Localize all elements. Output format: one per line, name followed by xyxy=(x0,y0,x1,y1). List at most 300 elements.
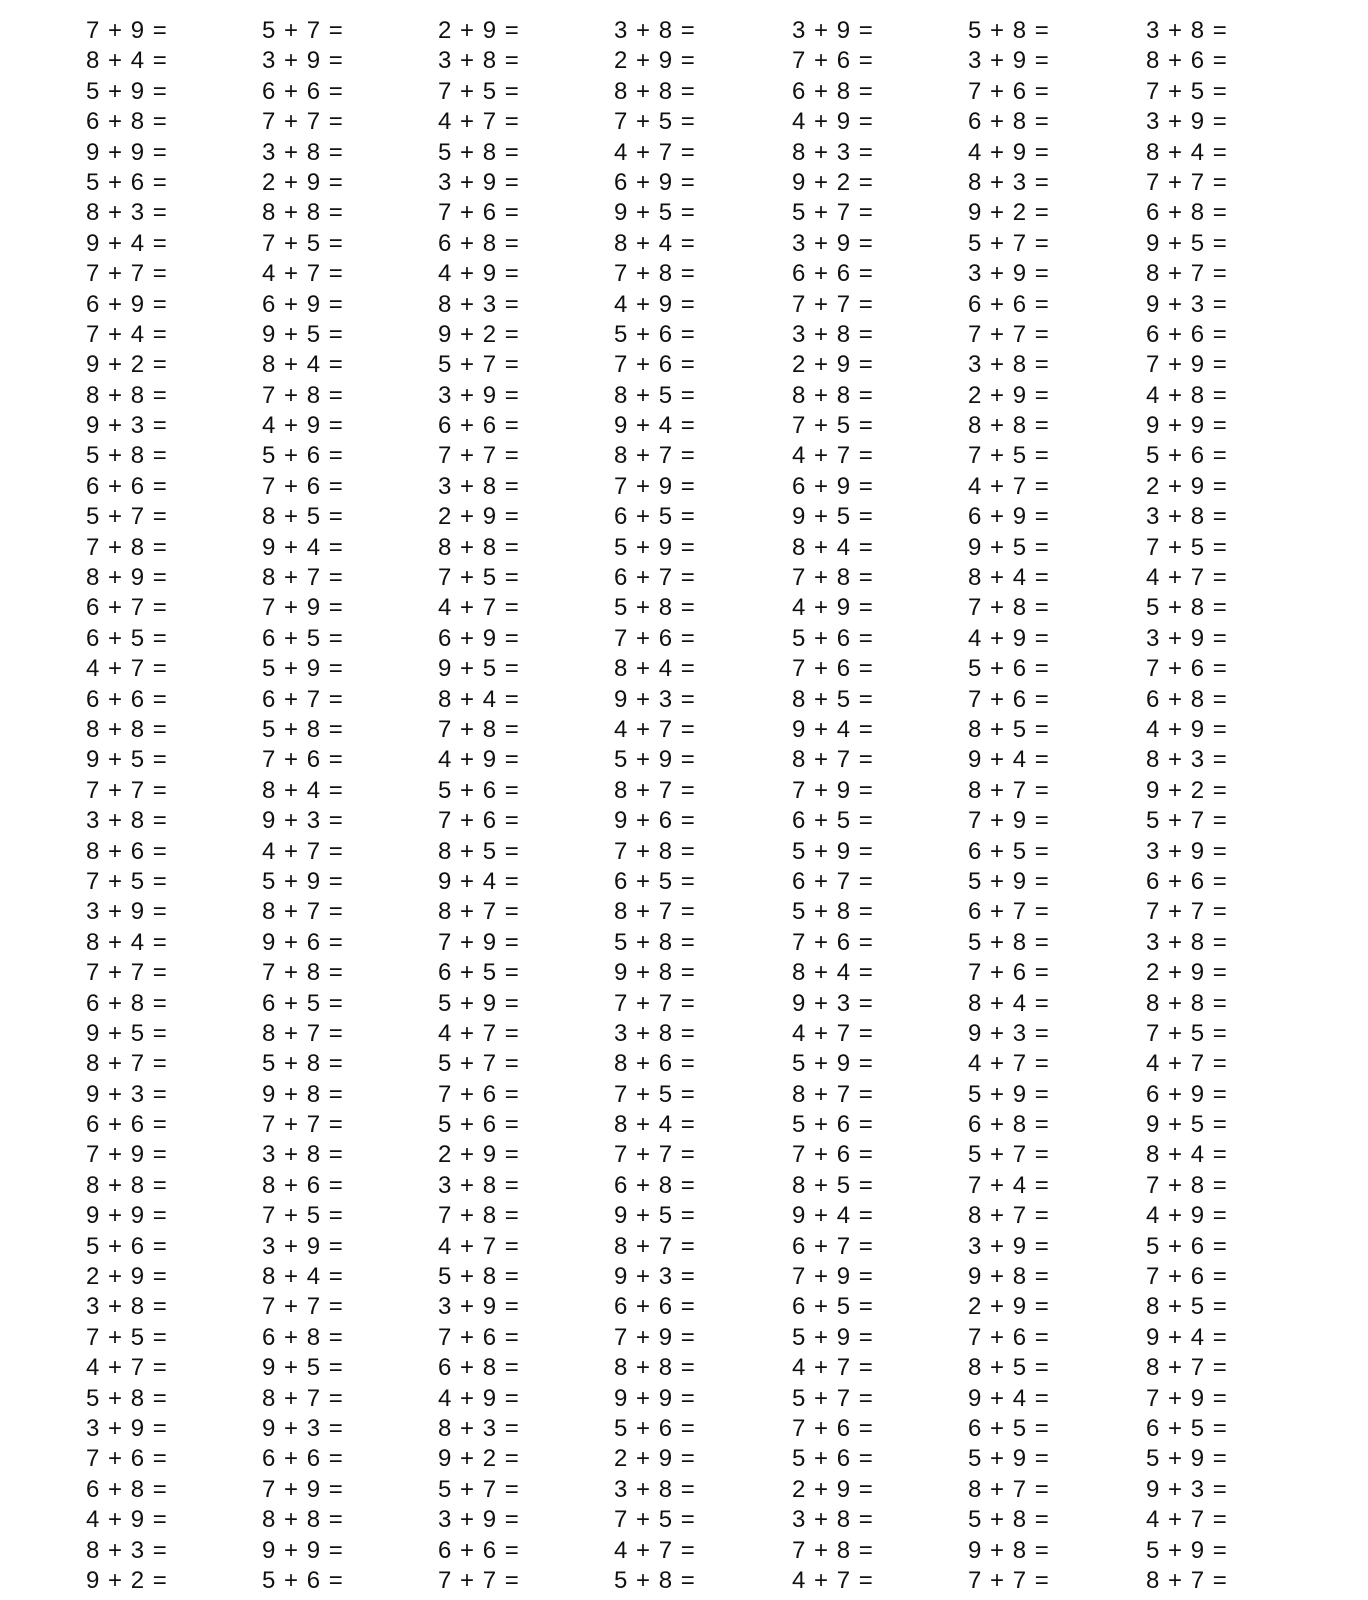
addition-problem: 6 + 8 = xyxy=(262,1323,344,1351)
addition-problem: 3 + 8 = xyxy=(614,1019,696,1047)
addition-problem: 7 + 9 = xyxy=(86,17,168,44)
addition-problem: 6 + 8 = xyxy=(438,229,520,257)
addition-problem: 4 + 9 = xyxy=(1146,1202,1228,1230)
addition-problem: 7 + 9 = xyxy=(614,472,696,500)
addition-problem: 7 + 6 = xyxy=(614,624,696,652)
addition-problem: 9 + 3 = xyxy=(968,1019,1050,1047)
addition-problem: 2 + 9 = xyxy=(1146,959,1228,987)
addition-problem: 3 + 9 = xyxy=(792,229,874,257)
addition-problem: 5 + 8 = xyxy=(968,17,1050,44)
addition-problem: 6 + 9 = xyxy=(792,472,874,500)
addition-problem: 5 + 6 = xyxy=(614,320,696,348)
addition-problem: 3 + 9 = xyxy=(968,47,1050,75)
addition-problem: 9 + 3 = xyxy=(86,1080,168,1108)
addition-problem: 6 + 6 = xyxy=(86,1111,168,1139)
addition-problem: 6 + 8 = xyxy=(86,108,168,136)
addition-problem: 7 + 6 = xyxy=(438,1080,520,1108)
addition-problem: 7 + 5 = xyxy=(1146,533,1228,561)
addition-problem: 3 + 9 = xyxy=(438,381,520,409)
addition-problem: 7 + 8 = xyxy=(792,1536,874,1564)
addition-problem: 5 + 6 = xyxy=(968,655,1050,683)
addition-problem: 6 + 9 = xyxy=(438,624,520,652)
addition-problem: 3 + 8 = xyxy=(1146,928,1228,956)
addition-problem: 7 + 5 = xyxy=(438,564,520,592)
addition-problem: 5 + 6 = xyxy=(438,776,520,804)
addition-problem: 8 + 4 = xyxy=(792,533,874,561)
addition-problem: 7 + 8 = xyxy=(438,1202,520,1230)
addition-problem: 9 + 2 = xyxy=(438,320,520,348)
addition-problem: 7 + 6 = xyxy=(262,746,344,774)
addition-problem: 6 + 5 = xyxy=(792,1293,874,1321)
addition-problem: 3 + 8 = xyxy=(968,351,1050,379)
addition-problem: 9 + 5 = xyxy=(1146,1111,1228,1139)
addition-problem: 9 + 4 = xyxy=(792,1202,874,1230)
addition-problem: 7 + 6 = xyxy=(1146,1263,1228,1291)
addition-problem: 6 + 6 = xyxy=(262,77,344,105)
addition-problem: 9 + 2 = xyxy=(438,1445,520,1473)
addition-problem: 5 + 8 = xyxy=(968,1506,1050,1534)
addition-problem: 4 + 7 = xyxy=(86,1354,168,1382)
addition-problem: 8 + 3 = xyxy=(86,199,168,227)
addition-problem: 8 + 7 = xyxy=(262,898,344,926)
addition-problem: 9 + 5 = xyxy=(614,1202,696,1230)
addition-problem: 8 + 7 = xyxy=(968,1475,1050,1503)
addition-problem: 9 + 3 = xyxy=(1146,290,1228,318)
addition-problem: 4 + 9 = xyxy=(262,412,344,440)
addition-problem: 6 + 7 = xyxy=(792,1232,874,1260)
addition-problem: 7 + 6 = xyxy=(86,1445,168,1473)
addition-problem: 9 + 2 = xyxy=(86,1566,168,1594)
addition-problem: 5 + 9 = xyxy=(438,989,520,1017)
addition-problem: 4 + 7 = xyxy=(792,442,874,470)
addition-problem: 6 + 5 = xyxy=(438,959,520,987)
addition-problem: 2 + 9 = xyxy=(438,17,520,44)
addition-problem: 6 + 8 = xyxy=(438,1354,520,1382)
addition-problem: 6 + 9 = xyxy=(1146,1080,1228,1108)
addition-problem: 4 + 9 = xyxy=(968,138,1050,166)
addition-problem: 7 + 8 = xyxy=(262,959,344,987)
addition-problem: 5 + 7 = xyxy=(262,17,344,44)
addition-problem: 7 + 8 = xyxy=(614,837,696,865)
addition-problem: 3 + 9 = xyxy=(438,1506,520,1534)
addition-problem: 3 + 9 = xyxy=(1146,624,1228,652)
addition-problem: 7 + 6 = xyxy=(1146,655,1228,683)
addition-problem: 8 + 4 = xyxy=(1146,1141,1228,1169)
addition-problem: 8 + 8 = xyxy=(262,199,344,227)
addition-problem: 4 + 7 = xyxy=(614,1536,696,1564)
addition-problem: 9 + 8 = xyxy=(968,1536,1050,1564)
addition-problem: 4 + 9 = xyxy=(614,290,696,318)
addition-problem: 6 + 5 = xyxy=(614,503,696,531)
addition-problem: 2 + 9 = xyxy=(614,47,696,75)
addition-problem: 8 + 3 = xyxy=(968,168,1050,196)
addition-problem: 4 + 7 = xyxy=(614,715,696,743)
addition-problem: 5 + 8 = xyxy=(968,928,1050,956)
addition-problem: 7 + 6 = xyxy=(968,77,1050,105)
addition-problem: 5 + 9 = xyxy=(968,1080,1050,1108)
addition-problem: 9 + 3 = xyxy=(262,807,344,835)
addition-problem: 7 + 5 = xyxy=(86,1323,168,1351)
addition-problem: 7 + 7 = xyxy=(614,989,696,1017)
addition-problem: 9 + 5 = xyxy=(438,655,520,683)
addition-problem: 9 + 6 = xyxy=(614,807,696,835)
addition-problem: 3 + 9 = xyxy=(438,168,520,196)
addition-problem: 7 + 9 = xyxy=(438,928,520,956)
addition-problem: 5 + 6 = xyxy=(614,1414,696,1442)
addition-problem: 5 + 8 = xyxy=(262,1050,344,1078)
addition-problem: 5 + 6 = xyxy=(792,1111,874,1139)
addition-problem: 7 + 7 = xyxy=(86,959,168,987)
addition-problem: 4 + 7 = xyxy=(1146,564,1228,592)
addition-problem: 7 + 8 = xyxy=(262,381,344,409)
addition-problem: 6 + 7 = xyxy=(86,594,168,622)
addition-problem: 5 + 8 = xyxy=(792,898,874,926)
addition-problem: 7 + 6 = xyxy=(968,959,1050,987)
addition-problem: 8 + 7 = xyxy=(968,1202,1050,1230)
addition-problem: 8 + 5 = xyxy=(262,503,344,531)
addition-problem: 8 + 4 = xyxy=(614,1111,696,1139)
addition-problem: 5 + 8 = xyxy=(86,1384,168,1412)
addition-problem: 4 + 7 = xyxy=(262,837,344,865)
addition-problem: 5 + 7 = xyxy=(792,199,874,227)
addition-problem: 3 + 9 = xyxy=(262,1232,344,1260)
addition-problem: 4 + 7 = xyxy=(1146,1506,1228,1534)
addition-problem: 9 + 6 = xyxy=(262,928,344,956)
addition-problem: 8 + 5 = xyxy=(1146,1293,1228,1321)
addition-problem: 6 + 7 = xyxy=(614,564,696,592)
addition-problem: 6 + 6 = xyxy=(614,1293,696,1321)
addition-problem: 5 + 6 = xyxy=(86,168,168,196)
addition-problem: 9 + 3 = xyxy=(262,1414,344,1442)
addition-problem: 7 + 6 = xyxy=(792,1141,874,1169)
addition-problem: 3 + 8 = xyxy=(792,320,874,348)
addition-problem: 5 + 7 = xyxy=(968,1141,1050,1169)
addition-problem: 9 + 5 = xyxy=(614,199,696,227)
addition-problem: 7 + 9 = xyxy=(792,1263,874,1291)
addition-problem: 6 + 8 = xyxy=(86,1475,168,1503)
addition-problem: 7 + 6 = xyxy=(968,1323,1050,1351)
addition-problem: 8 + 6 = xyxy=(86,837,168,865)
addition-problem: 7 + 9 = xyxy=(1146,351,1228,379)
addition-problem: 6 + 5 = xyxy=(262,989,344,1017)
addition-problem: 8 + 7 = xyxy=(614,898,696,926)
addition-problem: 8 + 7 = xyxy=(1146,260,1228,288)
addition-problem: 7 + 5 = xyxy=(86,867,168,895)
addition-problem: 6 + 6 = xyxy=(438,412,520,440)
addition-problem: 9 + 8 = xyxy=(968,1263,1050,1291)
addition-problem: 8 + 8 = xyxy=(438,533,520,561)
addition-problem: 7 + 9 = xyxy=(1146,1384,1228,1412)
addition-problem: 7 + 6 = xyxy=(438,199,520,227)
problem-column-2 xyxy=(262,16,422,1596)
addition-problem: 6 + 5 = xyxy=(86,624,168,652)
addition-problem: 6 + 6 = xyxy=(792,260,874,288)
addition-problem: 8 + 5 = xyxy=(614,381,696,409)
addition-problem: 7 + 7 = xyxy=(968,1566,1050,1594)
addition-problem: 8 + 7 = xyxy=(614,776,696,804)
addition-problem: 5 + 9 = xyxy=(968,1445,1050,1473)
addition-problem: 2 + 9 = xyxy=(86,1263,168,1291)
addition-problem: 7 + 6 = xyxy=(614,351,696,379)
addition-problem: 9 + 4 = xyxy=(614,412,696,440)
addition-problem: 7 + 7 = xyxy=(86,776,168,804)
addition-problem: 8 + 7 = xyxy=(792,746,874,774)
addition-problem: 6 + 6 = xyxy=(1146,867,1228,895)
addition-problem: 3 + 8 = xyxy=(614,17,696,44)
addition-problem: 6 + 5 = xyxy=(968,837,1050,865)
addition-problem: 6 + 5 = xyxy=(1146,1414,1228,1442)
addition-problem: 3 + 8 = xyxy=(262,1141,344,1169)
addition-problem: 8 + 4 = xyxy=(1146,138,1228,166)
addition-problem: 9 + 4 = xyxy=(968,746,1050,774)
addition-problem: 5 + 8 = xyxy=(614,928,696,956)
addition-problem: 5 + 9 = xyxy=(1146,1536,1228,1564)
addition-problem: 9 + 2 = xyxy=(1146,776,1228,804)
addition-problem: 7 + 6 = xyxy=(968,685,1050,713)
addition-problem: 3 + 9 = xyxy=(86,1414,168,1442)
addition-problem: 6 + 9 = xyxy=(968,503,1050,531)
addition-problem: 3 + 8 = xyxy=(792,1506,874,1534)
addition-problem: 9 + 5 = xyxy=(262,1354,344,1382)
addition-problem: 5 + 9 = xyxy=(86,77,168,105)
addition-problem: 4 + 7 = xyxy=(262,260,344,288)
addition-problem: 8 + 8 = xyxy=(86,715,168,743)
addition-problem: 3 + 9 = xyxy=(262,47,344,75)
addition-problem: 7 + 5 = xyxy=(1146,77,1228,105)
addition-problem: 9 + 9 = xyxy=(86,1202,168,1230)
addition-problem: 5 + 8 = xyxy=(614,1566,696,1594)
addition-problem: 3 + 8 = xyxy=(86,1293,168,1321)
addition-problem: 8 + 4 = xyxy=(614,229,696,257)
addition-problem: 6 + 8 = xyxy=(792,77,874,105)
addition-problem: 8 + 4 = xyxy=(438,685,520,713)
addition-problem: 8 + 4 = xyxy=(262,1263,344,1291)
addition-problem: 7 + 9 = xyxy=(792,776,874,804)
addition-problem: 3 + 8 = xyxy=(86,807,168,835)
addition-problem: 3 + 9 = xyxy=(968,260,1050,288)
addition-problem: 3 + 8 = xyxy=(438,1171,520,1199)
addition-problem: 9 + 5 = xyxy=(1146,229,1228,257)
addition-problem: 9 + 2 = xyxy=(792,168,874,196)
addition-problem: 5 + 7 = xyxy=(1146,807,1228,835)
addition-problem: 4 + 7 = xyxy=(438,1232,520,1260)
addition-problem: 4 + 9 = xyxy=(438,746,520,774)
addition-problem: 9 + 4 = xyxy=(438,867,520,895)
addition-problem: 7 + 6 = xyxy=(262,472,344,500)
addition-problem: 4 + 8 = xyxy=(1146,381,1228,409)
addition-problem: 8 + 5 = xyxy=(792,1171,874,1199)
addition-problem: 8 + 6 = xyxy=(1146,47,1228,75)
addition-problem: 7 + 8 = xyxy=(968,594,1050,622)
addition-problem: 7 + 7 = xyxy=(792,290,874,318)
addition-problem: 8 + 8 = xyxy=(614,77,696,105)
addition-problem: 5 + 6 = xyxy=(262,1566,344,1594)
addition-problem: 9 + 5 = xyxy=(86,1019,168,1047)
addition-problem: 6 + 7 = xyxy=(792,867,874,895)
addition-problem: 8 + 7 = xyxy=(614,1232,696,1260)
addition-problem: 4 + 7 = xyxy=(438,1019,520,1047)
problem-column-3 xyxy=(438,16,598,1596)
addition-problem: 9 + 4 = xyxy=(1146,1323,1228,1351)
addition-problem: 8 + 8 = xyxy=(792,381,874,409)
problem-column-6 xyxy=(968,16,1128,1596)
addition-problem: 5 + 7 = xyxy=(968,229,1050,257)
addition-problem: 5 + 9 = xyxy=(792,1050,874,1078)
addition-problem: 4 + 7 = xyxy=(438,108,520,136)
addition-problem: 5 + 8 = xyxy=(86,442,168,470)
addition-problem: 8 + 4 = xyxy=(86,47,168,75)
addition-problem: 9 + 4 = xyxy=(968,1384,1050,1412)
addition-problem: 7 + 8 = xyxy=(1146,1171,1228,1199)
addition-problem: 3 + 9 = xyxy=(86,898,168,926)
addition-problem: 8 + 7 = xyxy=(262,564,344,592)
addition-problem: 7 + 5 = xyxy=(1146,1019,1228,1047)
addition-problem: 3 + 8 = xyxy=(438,472,520,500)
addition-problem: 6 + 8 = xyxy=(1146,685,1228,713)
addition-problem: 2 + 9 = xyxy=(438,503,520,531)
addition-problem: 8 + 4 = xyxy=(792,959,874,987)
addition-problem: 5 + 6 = xyxy=(1146,1232,1228,1260)
addition-problem: 9 + 2 = xyxy=(86,351,168,379)
addition-problem: 7 + 6 = xyxy=(792,1414,874,1442)
addition-problem: 2 + 9 = xyxy=(1146,472,1228,500)
addition-problem: 2 + 9 = xyxy=(968,381,1050,409)
addition-problem: 7 + 6 = xyxy=(792,928,874,956)
addition-problem: 5 + 9 = xyxy=(262,867,344,895)
addition-problem: 7 + 7 = xyxy=(262,1293,344,1321)
addition-problem: 7 + 4 = xyxy=(86,320,168,348)
addition-problem: 2 + 9 = xyxy=(614,1445,696,1473)
addition-problem: 3 + 9 = xyxy=(438,1293,520,1321)
addition-problem: 3 + 8 = xyxy=(1146,503,1228,531)
addition-problem: 7 + 8 = xyxy=(614,260,696,288)
addition-problem: 9 + 4 = xyxy=(792,715,874,743)
addition-problem: 7 + 6 = xyxy=(438,807,520,835)
addition-problem: 9 + 3 = xyxy=(86,412,168,440)
addition-problem: 3 + 9 = xyxy=(1146,108,1228,136)
addition-problem: 4 + 9 = xyxy=(86,1506,168,1534)
addition-problem: 5 + 9 = xyxy=(262,655,344,683)
addition-problem: 6 + 7 = xyxy=(262,685,344,713)
addition-problem: 7 + 7 = xyxy=(614,1141,696,1169)
addition-problem: 4 + 9 = xyxy=(438,1384,520,1412)
addition-problem: 5 + 8 = xyxy=(1146,594,1228,622)
addition-problem: 8 + 9 = xyxy=(86,564,168,592)
addition-problem: 6 + 5 = xyxy=(968,1414,1050,1442)
addition-problem: 8 + 3 = xyxy=(792,138,874,166)
addition-problem: 5 + 9 = xyxy=(614,533,696,561)
addition-problem: 4 + 9 = xyxy=(438,260,520,288)
addition-problem: 5 + 6 = xyxy=(792,1445,874,1473)
addition-problem: 8 + 7 = xyxy=(614,442,696,470)
addition-problem: 3 + 8 = xyxy=(262,138,344,166)
addition-problem: 8 + 7 = xyxy=(1146,1566,1228,1594)
addition-problem: 7 + 4 = xyxy=(968,1171,1050,1199)
addition-problem: 8 + 4 = xyxy=(262,351,344,379)
addition-problem: 6 + 6 = xyxy=(86,472,168,500)
addition-problem: 5 + 7 = xyxy=(438,1050,520,1078)
addition-problem: 6 + 5 = xyxy=(262,624,344,652)
addition-problem: 4 + 7 = xyxy=(792,1019,874,1047)
addition-problem: 3 + 8 = xyxy=(438,47,520,75)
addition-problem: 8 + 6 = xyxy=(262,1171,344,1199)
addition-problem: 5 + 8 = xyxy=(262,715,344,743)
problem-column-4 xyxy=(614,16,774,1596)
addition-problem: 7 + 5 = xyxy=(968,442,1050,470)
addition-problem: 6 + 9 = xyxy=(86,290,168,318)
addition-problem: 8 + 7 = xyxy=(86,1050,168,1078)
addition-problem: 3 + 8 = xyxy=(1146,17,1228,44)
addition-problem: 9 + 4 = xyxy=(262,533,344,561)
addition-problem: 9 + 9 = xyxy=(262,1536,344,1564)
addition-problem: 4 + 7 = xyxy=(1146,1050,1228,1078)
addition-problem: 4 + 7 = xyxy=(968,472,1050,500)
addition-problem: 5 + 8 = xyxy=(438,138,520,166)
problem-column-5 xyxy=(792,16,952,1596)
addition-problem: 2 + 9 = xyxy=(792,1475,874,1503)
addition-problem: 7 + 9 = xyxy=(614,1323,696,1351)
addition-problem: 7 + 6 = xyxy=(438,1323,520,1351)
addition-problem: 7 + 5 = xyxy=(262,1202,344,1230)
problem-column-1 xyxy=(86,16,246,1596)
addition-problem: 8 + 7 = xyxy=(1146,1354,1228,1382)
addition-problem: 4 + 9 = xyxy=(1146,715,1228,743)
addition-problem: 7 + 9 = xyxy=(262,1475,344,1503)
addition-problem: 6 + 9 = xyxy=(614,168,696,196)
addition-problem: 6 + 8 = xyxy=(968,108,1050,136)
addition-problem: 5 + 9 = xyxy=(1146,1445,1228,1473)
addition-problem: 7 + 5 = xyxy=(614,108,696,136)
addition-problem: 3 + 9 = xyxy=(792,17,874,44)
addition-problem: 7 + 7 = xyxy=(968,320,1050,348)
addition-problem: 8 + 7 = xyxy=(968,776,1050,804)
addition-problem: 7 + 8 = xyxy=(438,715,520,743)
addition-problem: 5 + 6 = xyxy=(86,1232,168,1260)
addition-problem: 7 + 7 = xyxy=(438,1566,520,1594)
addition-problem: 5 + 9 = xyxy=(792,1323,874,1351)
addition-problem: 8 + 7 = xyxy=(262,1019,344,1047)
addition-problem: 5 + 9 = xyxy=(614,746,696,774)
addition-problem: 7 + 7 = xyxy=(262,108,344,136)
addition-problem: 7 + 5 = xyxy=(614,1506,696,1534)
addition-problem: 4 + 7 = xyxy=(792,1566,874,1594)
addition-problem: 9 + 8 = xyxy=(262,1080,344,1108)
addition-problem: 8 + 3 = xyxy=(438,1414,520,1442)
addition-problem: 7 + 7 = xyxy=(1146,168,1228,196)
addition-problem: 5 + 7 = xyxy=(792,1384,874,1412)
addition-problem: 9 + 3 = xyxy=(1146,1475,1228,1503)
addition-problem: 4 + 7 = xyxy=(968,1050,1050,1078)
addition-problem: 7 + 8 = xyxy=(86,533,168,561)
addition-problem: 9 + 9 = xyxy=(86,138,168,166)
addition-problem: 7 + 5 = xyxy=(614,1080,696,1108)
addition-problem: 5 + 8 = xyxy=(614,594,696,622)
addition-problem: 8 + 5 = xyxy=(968,715,1050,743)
addition-problem: 6 + 8 = xyxy=(1146,199,1228,227)
addition-problem: 4 + 9 = xyxy=(968,624,1050,652)
addition-problem: 4 + 7 = xyxy=(792,1354,874,1382)
addition-problem: 8 + 8 = xyxy=(614,1354,696,1382)
addition-problem: 3 + 8 = xyxy=(614,1475,696,1503)
addition-problem: 3 + 9 = xyxy=(968,1232,1050,1260)
addition-problem: 9 + 9 = xyxy=(614,1384,696,1412)
addition-problem: 8 + 8 = xyxy=(1146,989,1228,1017)
addition-problem: 7 + 7 = xyxy=(1146,898,1228,926)
addition-problem: 8 + 4 = xyxy=(86,928,168,956)
addition-problem: 8 + 4 = xyxy=(262,776,344,804)
addition-problem: 9 + 9 = xyxy=(1146,412,1228,440)
addition-problem: 6 + 6 = xyxy=(1146,320,1228,348)
